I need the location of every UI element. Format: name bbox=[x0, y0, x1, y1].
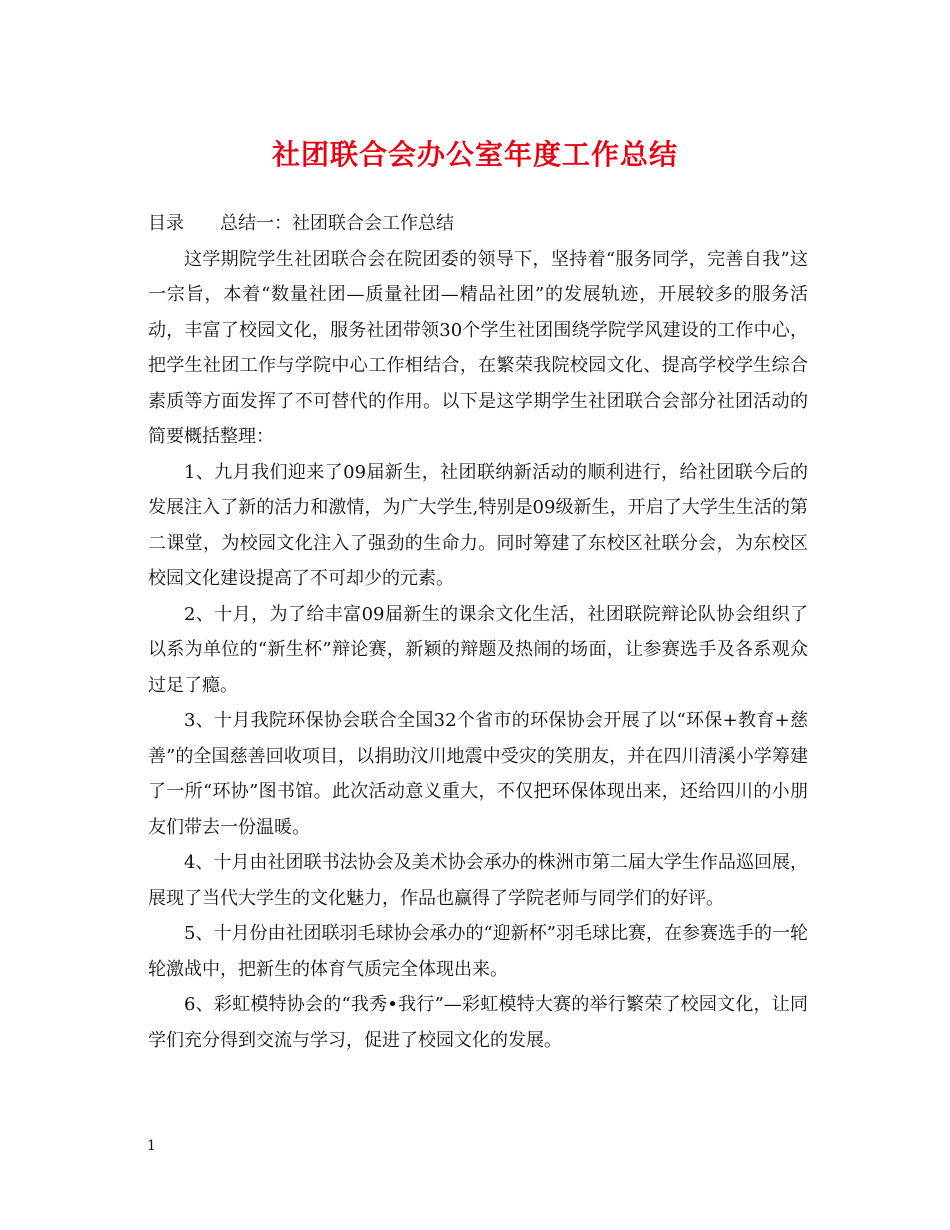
toc-entry: 总结一：社团联合会工作总结 bbox=[220, 213, 454, 234]
toc-label: 目录 bbox=[148, 213, 184, 234]
toc-line bbox=[148, 206, 808, 242]
paragraph-intro: 这学期院学生社团联合会在院团委的领导下，坚持着“服务同学，完善自我”这一宗旨，本着“数量社团—质量社团—精品社团”的发展轨迹，开展较多的服务活动，丰富了校园文化，服务社团带领30个学生社团围绕学院学风建设的工作中心，把学生社团工作与学院中心工作相结合，在繁荣我院校园文化、提高学校学生综合素质等方面发挥了不可替代的作用。以下是这学期学生社团联合会部分社团活动的简要概括整理： bbox=[148, 248, 808, 447]
page-number: 1 bbox=[147, 1138, 156, 1154]
paragraph-item-2: 2、十月，为了给丰富09届新生的课余文化生活，社团联院辩论队协会组织了以系为单位的“新生杯”辩论赛，新颖的辩题及热闹的场面，让参赛选手及各系观众过足了瘾。 bbox=[148, 603, 808, 696]
paragraph-item-4: 4、十月由社团联书法协会及美术协会承办的株洲市第二届大学生作品巡回展，展现了当代大学生的文化魅力，作品也赢得了学院老师与同学们的好评。 bbox=[148, 852, 808, 909]
paragraph-item-1: 1、九月我们迎来了09届新生，社团联纳新活动的顺利进行，给社团联今后的发展注入了新的活力和激情，为广大学生,特别是09级新生，开启了大学生生活的第二课堂，为校园文化注入了强劲的生命力。同时筹建了东校区社联分会，为东校区校园文化建设提高了不可却少的元素。 bbox=[148, 461, 808, 589]
document-title: 社团联合会办公室年度工作总结 bbox=[271, 138, 678, 171]
paragraph-item-6: 6、彩虹模特协会的“我秀•我行”—彩虹模特大赛的举行繁荣了校园文化，让同学们充分得到交流与学习，促进了校园文化的发展。 bbox=[148, 994, 808, 1051]
document-body bbox=[148, 206, 808, 1058]
paragraph-item-5: 5、十月份由社团联羽毛球协会承办的“迎新杯”羽毛球比赛，在参赛选手的一轮轮激战中，把新生的体育气质完全体现出来。 bbox=[148, 923, 808, 980]
paragraph-item-3: 3、十月我院环保协会联合全国32个省市的环保协会开展了以“环保+教育+慈善”的全国慈善回收项目，以捐助汶川地震中受灾的笑朋友，并在四川清溪小学筹建了一所“环协”图书馆。此次活动意义重大，不仅把环保体现出来，还给四川的小朋友们带去一份温暖。 bbox=[148, 710, 808, 838]
